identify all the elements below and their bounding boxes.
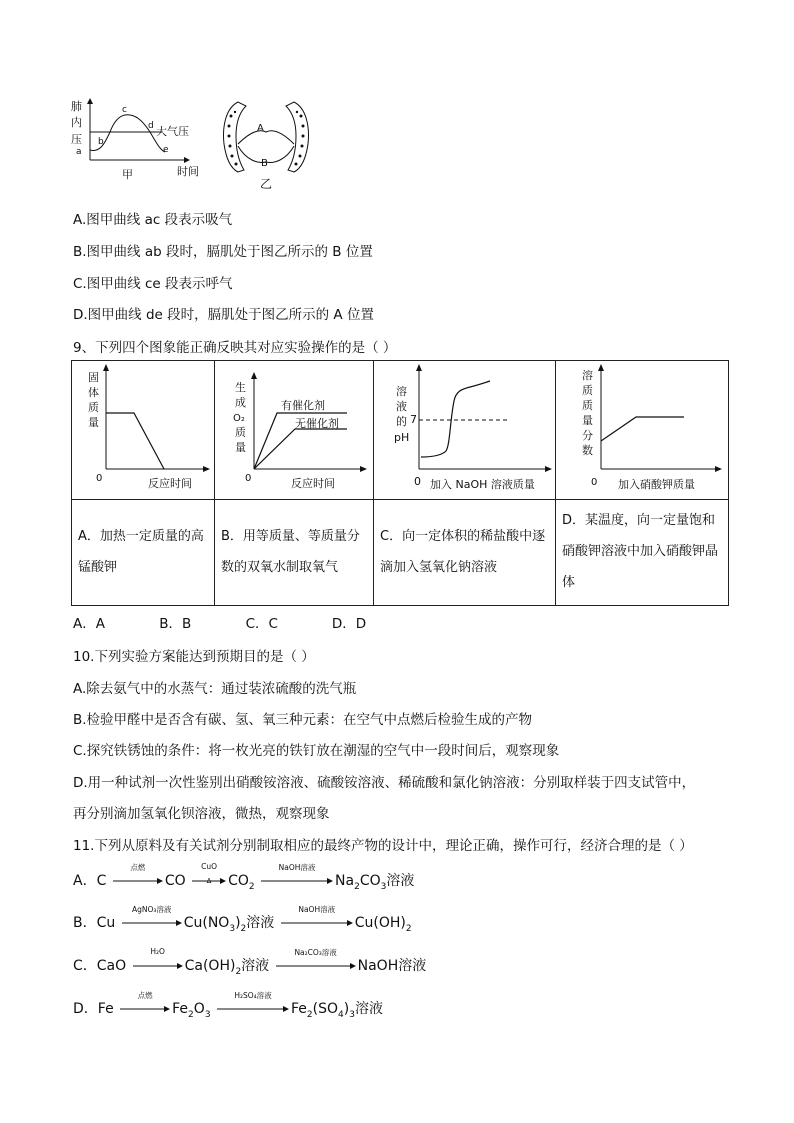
- jia-label-b: b: [98, 137, 104, 147]
- q11a-arrow-2-below: Δ: [206, 877, 212, 885]
- q11a-arrow-2-label: CuO: [201, 862, 218, 871]
- q11-option-a: [73, 862, 415, 892]
- g3-xlabel: 加入 NaOH 溶液质量: [430, 478, 535, 491]
- q11c-arrow-2: [276, 948, 356, 974]
- q10-stem: 10.下列实验方案能达到预期目的是（ ）: [73, 649, 315, 665]
- q11b-arrow-1: [122, 905, 182, 931]
- g1-ylabel-3: 量: [88, 416, 99, 429]
- g3-ylabel-0: 溶: [396, 385, 407, 398]
- q9-stem: 9、下列四个图象能正确反映其对应实验操作的是（ ）: [73, 340, 397, 356]
- q11-stem: 11.下列从原料及有关试剂分别制取相应的最终产物的设计中，理论正确，操作可行，经济合理的是（ ）: [73, 838, 693, 854]
- q11d-s2-sub2: 3: [204, 1009, 211, 1020]
- g2-ylabel-3: 质: [235, 426, 246, 439]
- q11d-s3-sub: 2: [306, 1009, 313, 1020]
- g4-ylabel-5: 数: [582, 444, 593, 457]
- g1-ylabel-0: 固: [88, 371, 99, 384]
- g1-y-arrow: [103, 364, 109, 371]
- jia-label-d: d: [148, 121, 154, 131]
- jia-y-arrow: [87, 98, 93, 104]
- q11d-s2-sub: 2: [188, 1009, 194, 1020]
- q11d-s3-sub2: 4: [338, 1009, 344, 1020]
- q11b-s2b: ): [235, 915, 241, 931]
- q11c-s2c: 溶液: [241, 958, 270, 974]
- g3-curve: [421, 381, 490, 457]
- g4-ylabel-3: 量: [582, 414, 593, 427]
- q11a-s4: Na: [335, 873, 355, 889]
- q11c-s1: CaO: [96, 958, 127, 974]
- g4-x-arrow: [715, 466, 722, 472]
- g3-origin: 0: [414, 475, 421, 488]
- q11b-s2-sub2: 2: [240, 923, 247, 934]
- yi-label-a: A: [257, 123, 264, 134]
- g4-curve: [601, 417, 684, 441]
- q11b-s2-sub: 3: [229, 923, 236, 934]
- q9-option-c: C．C: [245, 616, 278, 632]
- jia-xlabel: 时间: [177, 165, 199, 178]
- q11a-s2: CO: [164, 873, 186, 889]
- g2-ylabel-0: 生: [235, 381, 246, 394]
- g4-ylabel-1: 质: [582, 384, 593, 397]
- q11c-arrow-1-label: H₂O: [150, 947, 165, 956]
- q9-option-a: A．A: [73, 616, 105, 632]
- q11-option-b: [73, 905, 412, 934]
- q11b-s3-sub: 2: [405, 923, 412, 934]
- q8-option-c: C.图甲曲线 ce 段表示呼气: [73, 276, 233, 292]
- g4-origin: 0: [591, 477, 598, 488]
- g3-y-arrow: [416, 364, 422, 371]
- q11b-s2c: 溶液: [246, 915, 275, 931]
- q11a-arrow-1-label: 点燃: [130, 863, 146, 872]
- q11a-arrow-1: [113, 863, 163, 889]
- jia-ylabel-1: 肺: [71, 100, 82, 113]
- q9-option-b: B．B: [159, 616, 192, 632]
- q11d-s3b: (SO: [312, 1001, 339, 1017]
- q11-option-c: [73, 947, 427, 977]
- figure-yi: [220, 98, 312, 190]
- g4-ylabel-4: 分: [582, 429, 593, 442]
- q10-option-d-line2: 再分别滴加氢氧化钡溶液，微热，观察现象: [73, 806, 330, 822]
- q11a-s3: CO: [228, 873, 249, 889]
- q11d-prefix: D．: [73, 1001, 98, 1017]
- yi-diaphragm-a: [238, 131, 294, 144]
- q11b-s1: Cu: [96, 915, 116, 931]
- q11a-s4-sub: 2: [354, 881, 360, 892]
- g4-ylabel-0: 溶: [582, 369, 593, 382]
- q11d-arrow-2-label: H₂SO₄溶液: [234, 991, 272, 1000]
- q9-graph-c: [374, 361, 556, 499]
- g3-ylabel-2: 的: [396, 415, 407, 428]
- q11d-s3d: 溶液: [354, 1001, 383, 1017]
- q9-option-d: D．D: [331, 616, 367, 632]
- g3-x-arrow: [545, 466, 552, 472]
- q11d-s3: Fe: [291, 1001, 307, 1017]
- q10-option-b: B.检验甲醛中是否含有碳、氢、氧三种元素：在空气中点燃后检验生成的产物: [73, 712, 533, 728]
- q11c-s3: NaOH溶液: [357, 958, 427, 974]
- q11b-s3: Cu(OH): [354, 915, 406, 931]
- jia-atm-label: 大气压: [156, 125, 189, 138]
- q11a-arrow-3-label: NaOH溶液: [278, 863, 316, 872]
- q8-option-b: B.图甲曲线 ab 段时，膈肌处于图乙所示的 B 位置: [73, 244, 373, 260]
- q11a-s4b: CO: [359, 873, 381, 889]
- q11d-s3c: ): [343, 1001, 350, 1017]
- jia-ylabel-3: 压: [71, 133, 82, 146]
- q11a-s1: C: [96, 873, 107, 889]
- q8-option-a: A.图甲曲线 ac 段表示吸气: [73, 212, 233, 228]
- q11a-arrow-2: [192, 862, 226, 889]
- q11c-s2-sub: 2: [235, 966, 242, 977]
- q9-desc-b: B．用等质量、等质量分数的双氧水制取氧气: [221, 529, 360, 575]
- q11d-s1: Fe: [97, 1001, 114, 1017]
- q11d-s3-sub3: 3: [349, 1009, 355, 1020]
- g4-xlabel: 加入硝酸钾质量: [618, 478, 695, 491]
- q9-table-divider: [72, 499, 728, 500]
- q11d-arrow-1: [120, 991, 170, 1017]
- g4-ylabel-2: 质: [582, 399, 593, 412]
- g2-ylabel-4: 量: [235, 441, 246, 454]
- q11b-s2: Cu(NO: [183, 915, 230, 931]
- q8-option-d: D.图甲曲线 de 段时，膈肌处于图乙所示的 A 位置: [73, 307, 374, 323]
- q11c-arrow-1: [133, 947, 183, 974]
- jia-ylabel-2: 内: [71, 116, 82, 129]
- q11a-s4c: 溶液: [386, 873, 415, 889]
- q9-desc-d: D．某温度，向一定量饱和硝酸钾溶液中加入硝酸钾晶体: [562, 513, 719, 590]
- q10-option-a: A.除去氨气中的水蒸气：通过装浓硫酸的洗气瓶: [73, 681, 357, 697]
- q11b-prefix: B．: [73, 915, 97, 931]
- q10-option-d-line1: D.用一种试剂一次性鉴别出硝酸铵溶液、硫酸铵溶液、稀硫酸和氯化钠溶液：分别取样装于四支试管中，: [73, 775, 696, 791]
- q11d-s2b: O: [193, 1001, 205, 1017]
- q11b-arrow-2: [281, 905, 353, 931]
- figure-jia: [70, 98, 205, 180]
- q11a-s4-sub2: 3: [380, 881, 387, 892]
- q11d-s2: Fe: [172, 1001, 189, 1017]
- q11c-arrow-2-label: Na₂CO₃溶液: [294, 948, 337, 957]
- g3-ylabel-3: pH: [394, 431, 410, 444]
- q11c-prefix: C．: [73, 958, 97, 974]
- yi-label-b: B: [261, 158, 268, 169]
- jia-x-arrow: [184, 157, 190, 163]
- q11a-s3-sub: 2: [248, 881, 255, 892]
- g2-ylabel-2: O₂: [233, 413, 245, 424]
- g2-x-arrow: [360, 466, 367, 472]
- q11d-arrow-2: [217, 991, 289, 1017]
- g1-ylabel-2: 质: [88, 401, 99, 414]
- q10-option-c: C.探究铁锈蚀的条件：将一枚光亮的铁钉放在潮湿的空气中一段时间后，观察现象: [73, 743, 560, 759]
- g2-label-nocatalyst: 无催化剂: [295, 417, 339, 430]
- g3-seven: 7: [410, 413, 417, 426]
- yi-caption: 乙: [260, 177, 273, 190]
- q9-table: [71, 360, 729, 606]
- q9-desc-a: A．加热一定质量的高锰酸钾: [78, 529, 204, 575]
- g3-ylabel-1: 液: [396, 400, 407, 413]
- g1-origin: 0: [96, 473, 103, 484]
- g2-ylabel-1: 成: [235, 396, 246, 409]
- q9-graph-b: [215, 361, 374, 499]
- q9-desc-c: C．向一定体积的稀盐酸中逐滴加入氢氧化钠溶液: [380, 529, 546, 575]
- g4-y-arrow: [598, 364, 604, 371]
- q11a-arrow-3: [261, 863, 333, 889]
- g2-y-arrow: [251, 372, 257, 379]
- q11-option-d: [73, 991, 383, 1020]
- jia-label-c: c: [122, 105, 127, 115]
- q11b-arrow-1-label: AgNO₃溶液: [132, 905, 172, 914]
- g2-label-catalyst: 有催化剂: [281, 399, 325, 412]
- jia-label-e: e: [163, 145, 169, 155]
- g1-ylabel-1: 体: [88, 386, 99, 399]
- q9-graph-d: [556, 361, 728, 499]
- q11d-arrow-1-label: 点燃: [137, 991, 153, 1000]
- q11c-s2: Ca(OH): [184, 958, 236, 974]
- q9-options: [73, 612, 392, 632]
- g1-curve: [106, 413, 164, 469]
- q9-graph-a: [72, 361, 215, 499]
- jia-label-a: a: [76, 147, 82, 157]
- g2-xlabel: 反应时间: [291, 477, 335, 490]
- g1-xlabel: 反应时间: [148, 477, 192, 490]
- jia-caption: 甲: [122, 168, 133, 180]
- q11a-prefix: A．: [73, 873, 97, 889]
- g1-x-arrow: [203, 466, 210, 472]
- g2-origin: 0: [245, 473, 252, 484]
- q11b-arrow-2-label: NaOH溶液: [298, 905, 336, 914]
